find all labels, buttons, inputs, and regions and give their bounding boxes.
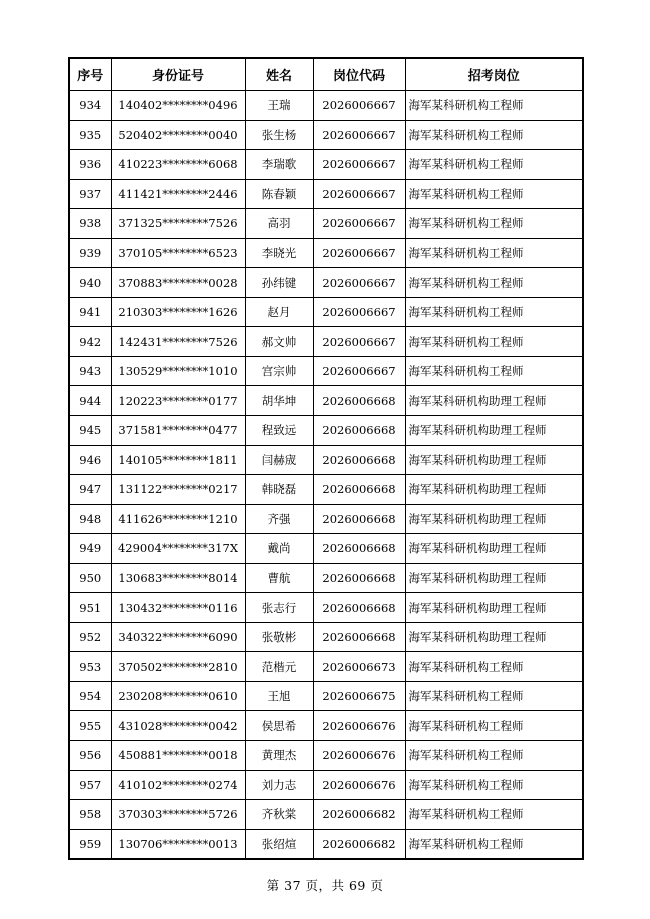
table-row <box>69 622 583 652</box>
cell-position-code: 2026006668 <box>313 416 405 446</box>
cell-index: 942 <box>69 327 111 357</box>
cell-position-title: 海军某科研机构助理工程师 <box>405 622 583 652</box>
cell-id-number: 130529********1010 <box>111 356 245 386</box>
cell-name: 李晓光 <box>245 238 313 268</box>
cell-index: 956 <box>69 741 111 771</box>
table-row <box>69 356 583 386</box>
cell-position-code: 2026006667 <box>313 150 405 180</box>
cell-id-number: 131122********0217 <box>111 475 245 505</box>
table-row <box>69 652 583 682</box>
cell-position-code: 2026006668 <box>313 445 405 475</box>
cell-position-title: 海军某科研机构工程师 <box>405 91 583 121</box>
cell-index: 936 <box>69 150 111 180</box>
cell-position-title: 海军某科研机构工程师 <box>405 800 583 830</box>
cell-name: 刘力志 <box>245 770 313 800</box>
table-row <box>69 800 583 830</box>
col-header-position-code: 岗位代码 <box>313 58 405 91</box>
cell-position-title: 海军某科研机构助理工程师 <box>405 563 583 593</box>
cell-position-title: 海军某科研机构助理工程师 <box>405 445 583 475</box>
cell-position-code: 2026006667 <box>313 356 405 386</box>
cell-position-code: 2026006668 <box>313 622 405 652</box>
cell-position-code: 2026006668 <box>313 475 405 505</box>
cell-id-number: 142431********7526 <box>111 327 245 357</box>
cell-position-title: 海军某科研机构工程师 <box>405 209 583 239</box>
cell-position-code: 2026006676 <box>313 711 405 741</box>
cell-index: 950 <box>69 563 111 593</box>
table-row <box>69 179 583 209</box>
cell-name: 戴尚 <box>245 534 313 564</box>
cell-position-title: 海军某科研机构工程师 <box>405 711 583 741</box>
cell-name: 王瑞 <box>245 91 313 121</box>
cell-id-number: 431028********0042 <box>111 711 245 741</box>
cell-index: 935 <box>69 120 111 150</box>
cell-index: 940 <box>69 268 111 298</box>
cell-index: 939 <box>69 238 111 268</box>
col-header-position-title: 招考岗位 <box>405 58 583 91</box>
cell-position-title: 海军某科研机构工程师 <box>405 770 583 800</box>
cell-index: 946 <box>69 445 111 475</box>
candidate-table <box>68 57 584 860</box>
cell-position-code: 2026006667 <box>313 91 405 121</box>
cell-position-code: 2026006682 <box>313 829 405 859</box>
table-row <box>69 711 583 741</box>
cell-position-code: 2026006667 <box>313 120 405 150</box>
col-header-index: 序号 <box>69 58 111 91</box>
cell-id-number: 450881********0018 <box>111 741 245 771</box>
table-row <box>69 681 583 711</box>
cell-index: 958 <box>69 800 111 830</box>
cell-position-title: 海军某科研机构工程师 <box>405 268 583 298</box>
cell-id-number: 370502********2810 <box>111 652 245 682</box>
table-header-row <box>69 58 583 91</box>
cell-position-code: 2026006668 <box>313 386 405 416</box>
cell-name: 胡华坤 <box>245 386 313 416</box>
cell-id-number: 130706********0013 <box>111 829 245 859</box>
cell-name: 范楷元 <box>245 652 313 682</box>
cell-index: 934 <box>69 91 111 121</box>
cell-id-number: 370105********6523 <box>111 238 245 268</box>
cell-id-number: 429004********317X <box>111 534 245 564</box>
cell-position-code: 2026006667 <box>313 268 405 298</box>
table-row <box>69 770 583 800</box>
cell-position-title: 海军某科研机构工程师 <box>405 681 583 711</box>
table-row <box>69 741 583 771</box>
table-row <box>69 386 583 416</box>
cell-index: 948 <box>69 504 111 534</box>
cell-position-code: 2026006676 <box>313 770 405 800</box>
table-row <box>69 534 583 564</box>
table-row <box>69 268 583 298</box>
cell-position-code: 2026006667 <box>313 327 405 357</box>
cell-position-title: 海军某科研机构助理工程师 <box>405 593 583 623</box>
cell-id-number: 410223********6068 <box>111 150 245 180</box>
cell-name: 齐秋棠 <box>245 800 313 830</box>
cell-name: 齐强 <box>245 504 313 534</box>
table-row <box>69 327 583 357</box>
cell-position-title: 海军某科研机构助理工程师 <box>405 534 583 564</box>
cell-index: 944 <box>69 386 111 416</box>
cell-id-number: 411626********1210 <box>111 504 245 534</box>
cell-index: 953 <box>69 652 111 682</box>
cell-position-code: 2026006673 <box>313 652 405 682</box>
cell-index: 937 <box>69 179 111 209</box>
cell-position-title: 海军某科研机构工程师 <box>405 238 583 268</box>
table-row <box>69 238 583 268</box>
cell-index: 943 <box>69 356 111 386</box>
cell-index: 955 <box>69 711 111 741</box>
table-row <box>69 563 583 593</box>
table-row <box>69 120 583 150</box>
cell-position-title: 海军某科研机构工程师 <box>405 829 583 859</box>
cell-index: 947 <box>69 475 111 505</box>
cell-name: 赵月 <box>245 297 313 327</box>
table-row <box>69 209 583 239</box>
cell-index: 945 <box>69 416 111 446</box>
cell-name: 宫宗帅 <box>245 356 313 386</box>
cell-id-number: 371325********7526 <box>111 209 245 239</box>
cell-position-code: 2026006667 <box>313 297 405 327</box>
cell-index: 957 <box>69 770 111 800</box>
cell-position-code: 2026006668 <box>313 534 405 564</box>
table-row <box>69 593 583 623</box>
cell-index: 951 <box>69 593 111 623</box>
cell-id-number: 370883********0028 <box>111 268 245 298</box>
col-header-id-number: 身份证号 <box>111 58 245 91</box>
cell-id-number: 410102********0274 <box>111 770 245 800</box>
cell-position-title: 海军某科研机构工程师 <box>405 297 583 327</box>
cell-name: 郝文帅 <box>245 327 313 357</box>
cell-position-code: 2026006668 <box>313 593 405 623</box>
table-row <box>69 297 583 327</box>
cell-position-title: 海军某科研机构助理工程师 <box>405 386 583 416</box>
cell-index: 952 <box>69 622 111 652</box>
table-row <box>69 91 583 121</box>
cell-index: 954 <box>69 681 111 711</box>
cell-name: 黄理杰 <box>245 741 313 771</box>
cell-index: 949 <box>69 534 111 564</box>
cell-name: 王旭 <box>245 681 313 711</box>
cell-name: 张生杨 <box>245 120 313 150</box>
cell-name: 张绍煊 <box>245 829 313 859</box>
cell-name: 张敬彬 <box>245 622 313 652</box>
table-row <box>69 150 583 180</box>
table-body <box>69 91 583 860</box>
cell-id-number: 230208********0610 <box>111 681 245 711</box>
cell-position-title: 海军某科研机构助理工程师 <box>405 416 583 446</box>
cell-name: 孙纬键 <box>245 268 313 298</box>
cell-id-number: 130432********0116 <box>111 593 245 623</box>
cell-id-number: 371581********0477 <box>111 416 245 446</box>
cell-position-title: 海军某科研机构工程师 <box>405 179 583 209</box>
cell-position-title: 海军某科研机构工程师 <box>405 356 583 386</box>
cell-position-code: 2026006682 <box>313 800 405 830</box>
cell-name: 高羽 <box>245 209 313 239</box>
cell-position-title: 海军某科研机构工程师 <box>405 150 583 180</box>
cell-position-title: 海军某科研机构工程师 <box>405 741 583 771</box>
cell-name: 闫赫宬 <box>245 445 313 475</box>
cell-id-number: 140402********0496 <box>111 91 245 121</box>
table-row <box>69 445 583 475</box>
cell-position-title: 海军某科研机构工程师 <box>405 327 583 357</box>
cell-position-code: 2026006667 <box>313 179 405 209</box>
table-row <box>69 829 583 859</box>
cell-position-title: 海军某科研机构工程师 <box>405 120 583 150</box>
cell-id-number: 520402********0040 <box>111 120 245 150</box>
cell-name: 曹航 <box>245 563 313 593</box>
cell-position-code: 2026006667 <box>313 238 405 268</box>
cell-name: 程致远 <box>245 416 313 446</box>
cell-id-number: 130683********8014 <box>111 563 245 593</box>
cell-position-title: 海军某科研机构助理工程师 <box>405 504 583 534</box>
cell-id-number: 411421********2446 <box>111 179 245 209</box>
cell-position-code: 2026006667 <box>313 209 405 239</box>
cell-name: 陈春颖 <box>245 179 313 209</box>
cell-name: 韩晓磊 <box>245 475 313 505</box>
cell-position-code: 2026006676 <box>313 741 405 771</box>
cell-name: 李瑞歌 <box>245 150 313 180</box>
cell-position-code: 2026006668 <box>313 563 405 593</box>
cell-id-number: 370303********5726 <box>111 800 245 830</box>
cell-position-code: 2026006668 <box>313 504 405 534</box>
cell-name: 侯思希 <box>245 711 313 741</box>
cell-index: 938 <box>69 209 111 239</box>
cell-position-title: 海军某科研机构助理工程师 <box>405 475 583 505</box>
cell-id-number: 210303********1626 <box>111 297 245 327</box>
cell-position-code: 2026006675 <box>313 681 405 711</box>
col-header-name: 姓名 <box>245 58 313 91</box>
cell-id-number: 140105********1811 <box>111 445 245 475</box>
cell-id-number: 340322********6090 <box>111 622 245 652</box>
cell-index: 959 <box>69 829 111 859</box>
table-row <box>69 475 583 505</box>
page-number-footer: 第 37 页，共 69 页 <box>266 878 384 893</box>
cell-id-number: 120223********0177 <box>111 386 245 416</box>
cell-name: 张志行 <box>245 593 313 623</box>
cell-position-title: 海军某科研机构工程师 <box>405 652 583 682</box>
table-row <box>69 416 583 446</box>
table-row <box>69 504 583 534</box>
cell-index: 941 <box>69 297 111 327</box>
